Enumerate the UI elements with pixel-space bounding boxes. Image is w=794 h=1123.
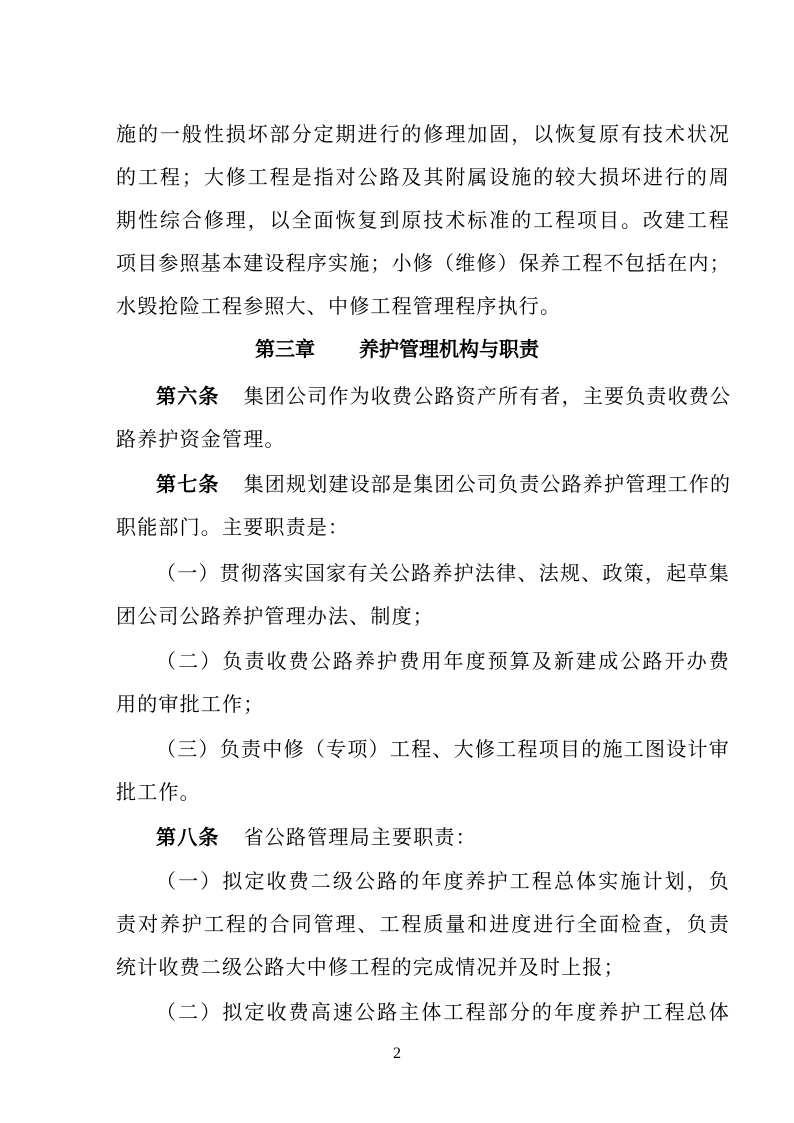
list-item-line: （二）拟定收费高速公路主体工程部分的年度养护工程总体 <box>156 1000 730 1024</box>
list-item-line: 团公司公路养护管理办法、制度； <box>116 604 434 628</box>
article-label: 第八条 <box>156 825 220 849</box>
chapter-heading <box>0 336 794 362</box>
article-7-line-1: 第七条 集团规划建设部是集团公司负责公路养护管理工作的 <box>156 472 732 496</box>
list-item-line: 用的审批工作； <box>116 692 265 716</box>
list-item-line: 批工作。 <box>116 780 201 804</box>
article-6-line-2: 路养护资金管理。 <box>116 427 286 451</box>
paragraph-line: 施的一般性损坏部分定期进行的修理加固，以恢复原有技术状况 <box>116 122 730 146</box>
chapter-number: 第三章 <box>255 337 315 361</box>
chapter-title: 养护管理机构与职责 <box>359 337 539 361</box>
page-number: 2 <box>393 1045 401 1062</box>
article-label: 第七条 <box>156 472 220 496</box>
paragraph-line: 项目参照基本建设程序实施；小修（维修）保养工程不包括在内； <box>116 251 731 275</box>
article-label: 第六条 <box>156 384 220 408</box>
article-7-line-2: 职能部门。主要职责是： <box>116 515 350 539</box>
list-item-line: 统计收费二级公路大中修工程的完成情况并及时上报； <box>116 955 625 979</box>
list-item-line: （一）拟定收费二级公路的年度养护工程总体实施计划，负 <box>156 869 730 893</box>
list-item-line: （一）贯彻落实国家有关公路养护法律、法规、政策，起草集 <box>156 561 730 585</box>
list-item-line: （三）负责中修（专项）工程、大修工程项目的施工图设计审 <box>156 737 730 761</box>
paragraph-line: 水毁抢险工程参照大、中修工程管理程序执行。 <box>116 294 562 318</box>
list-item-line: 责对养护工程的合同管理、工程质量和进度进行全面检查，负责 <box>116 912 730 936</box>
paragraph-line: 期性综合修理，以全面恢复到原技术标准的工程项目。改建工程 <box>116 208 730 232</box>
article-6-line-1: 第六条 集团公司作为收费公路资产所有者，主要负责收费公 <box>156 384 732 408</box>
article-8-line-1: 第八条 省公路管理局主要职责： <box>156 825 477 849</box>
paragraph-line: 的工程；大修工程是指对公路及其附属设施的较大损坏进行的周 <box>116 165 730 189</box>
list-item-line: （二）负责收费公路养护费用年度预算及新建成公路开办费 <box>156 649 730 673</box>
